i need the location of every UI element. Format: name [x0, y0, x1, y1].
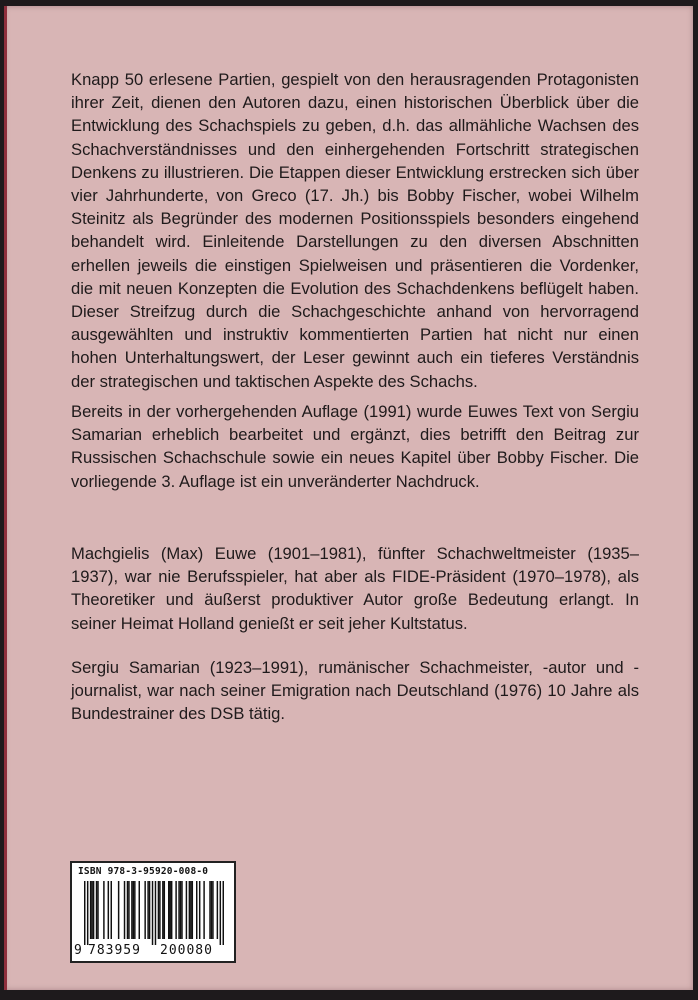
- barcode-bar: [223, 881, 224, 945]
- barcode-bar: [181, 881, 182, 939]
- barcode-bar: [103, 881, 104, 939]
- barcode-bar: [203, 881, 204, 939]
- blurb-paragraph-2: [71, 400, 639, 493]
- author-bio-samarian-text: Sergiu Samarian (1923–1991), rumänischer Schachmeister, -autor und -journalist, war nach seiner Emigration nach Deutschland (1976) 10 Jahre als Bundestrainer des DSB tätig.: [71, 658, 639, 724]
- barcode-bar: [90, 881, 91, 939]
- barcode-right-digits: 200080: [160, 943, 213, 958]
- barcode-lead-digit: 9: [74, 943, 82, 958]
- barcode-bars: [84, 881, 224, 945]
- barcode-bar: [149, 881, 150, 939]
- barcode-bar: [199, 881, 200, 939]
- barcode-bar: [178, 881, 179, 939]
- author-bio-euwe-text: Machgielis (Max) Euwe (1901–1981), fünfter Schachweltmeister (1935–1937), war nie Berufsspieler, hat aber als FIDE-Präsident (1970–1978), als Theoretiker und äußerst produktiver Autor große Bedeutung erlangt. In seiner Heimat Holland genießt er seit jeher Kultstatus.: [71, 544, 639, 633]
- barcode-left-digits: 783959: [88, 943, 141, 958]
- author-bio-euwe: [71, 542, 639, 635]
- barcode-bar: [118, 881, 119, 939]
- barcode-bar: [186, 881, 187, 939]
- barcode-bar: [128, 881, 129, 939]
- barcode-bar: [159, 881, 160, 939]
- barcode-bar: [144, 881, 145, 939]
- barcode-bar: [196, 881, 197, 939]
- barcode-bar: [192, 881, 193, 939]
- blurb-text-2: Bereits in der vorhergehenden Auflage (1991) wurde Euwes Text von Sergiu Samarian erheblich bearbeitet und ergänzt, dies betrifft den Beitrag zur Russischen Schachschule sowie ein neues Kapitel über Bobby Fischer. Die vorliegende 3. Auflage ist ein unveränderter Nachdruck.: [71, 402, 639, 491]
- barcode-bar: [133, 881, 134, 939]
- barcode-bar: [209, 881, 210, 939]
- barcode-bar: [96, 881, 97, 939]
- barcode-bar: [127, 881, 128, 939]
- barcode-bar: [190, 881, 191, 939]
- barcode-bar: [220, 881, 221, 945]
- isbn-barcode: [70, 861, 236, 963]
- barcode-bar: [131, 881, 132, 939]
- barcode-bar: [164, 881, 165, 939]
- barcode-bar: [93, 881, 94, 939]
- barcode-bar: [147, 881, 148, 939]
- barcode-bar: [175, 881, 176, 939]
- blurb-paragraph-1: [71, 68, 639, 393]
- barcode-bar: [212, 881, 213, 939]
- blurb-text-1: Knapp 50 erlesene Partien, gespielt von den herausragenden Protagonisten ihrer Zeit, dienen den Autoren dazu, einen historischen Überblick über die Entwicklung des Schachspiels zu geben, d.h. das allmähliche Wachsen des Schachverständnisses und den einhergehenden Fortschritt strategischen Denkens zu illustrieren. Die Etappen dieser Entwicklung erstrecken sich über vier Jahrhunderte, von Greco (17. Jh.) bis Bobby Fischer, wobei Wilhelm Steinitz als Begründer des modernen Positionsspiels besonders eingehend behandelt wird. Einleitende Darstellungen zu den diversen Abschnitten erhellen jeweils die einstigen Spielweisen und präsentieren die Vordenker, die mit neuen Konzepten die Evolution des Schachdenkens beflügelt haben. Dieser Streifzug durch die Schachgeschichte anhand von hervorragend ausgewählten und instruktiv kommentierten Partien hat nicht nur einen hohen Unterhaltungswert, der Leser gewinnt auch ein tieferes Verständnis der strategischen und taktischen Aspekte des Schachs.: [71, 70, 639, 391]
- barcode-bar: [168, 881, 169, 939]
- barcode-bar: [134, 881, 135, 939]
- barcode-bar: [84, 881, 85, 945]
- barcode-bar: [158, 881, 159, 939]
- book-back-cover: [4, 6, 693, 990]
- spine-edge: [4, 6, 7, 990]
- barcode-bar: [124, 881, 125, 939]
- barcode-bar: [91, 881, 92, 939]
- barcode-bar: [139, 881, 140, 939]
- barcode-bar: [97, 881, 98, 939]
- barcode-bar: [108, 881, 109, 939]
- barcode-bar: [217, 881, 218, 939]
- barcode-bar: [87, 881, 88, 945]
- barcode-bar: [189, 881, 190, 939]
- barcode-bar: [169, 881, 170, 939]
- isbn-number: ISBN 978-3-95920-008-0: [78, 866, 209, 877]
- barcode-bar: [180, 881, 181, 939]
- barcode-bar: [111, 881, 112, 939]
- barcode-bar: [155, 881, 156, 945]
- barcode-bar: [171, 881, 172, 939]
- author-bio-samarian: [71, 656, 639, 726]
- barcode-bar: [211, 881, 212, 939]
- barcode-bar: [152, 881, 153, 945]
- barcode-bar: [162, 881, 163, 939]
